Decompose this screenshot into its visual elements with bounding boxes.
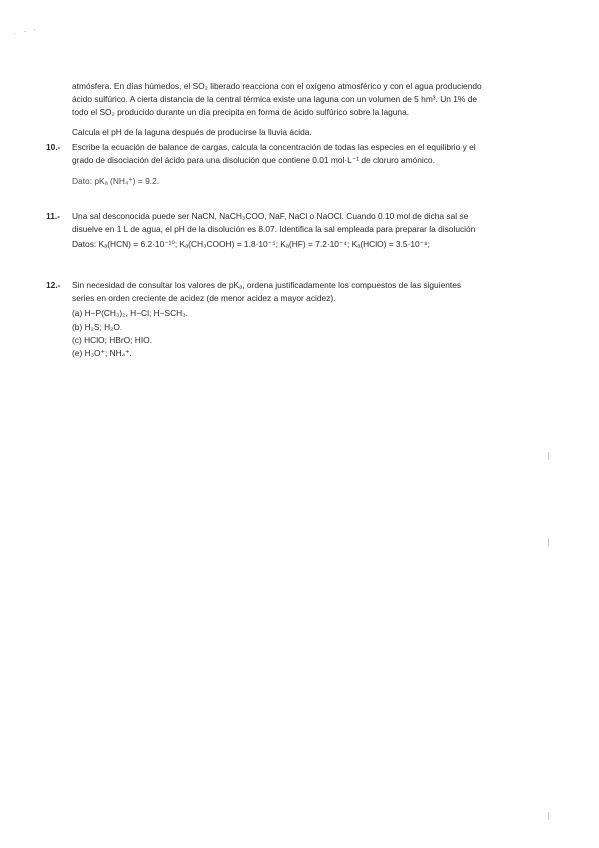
problem-12 bbox=[46, 279, 546, 360]
text-line: Una sal desconocida puede ser NaCN, NaCH₃COO, NaF, NaCl o NaOCl. Cuando 0.10 mol de dicha sal se bbox=[72, 211, 469, 221]
problem-11 bbox=[46, 210, 546, 252]
text-line: series en orden creciente de acidez (de menor acidez a mayor acidez). bbox=[72, 293, 336, 304]
text-line: disuelve en 1 L de agua, el pH de la disolución es 8.07. Identifica la sal empleada para preparar la disolución bbox=[72, 224, 476, 235]
problem-10 bbox=[46, 141, 546, 189]
text-line: todo el SO₂ producido durante un día precipita en forma de ácido sulfúrico sobre la laguna. bbox=[72, 107, 410, 118]
list-item: (c) HClO; HBrO; HIO. bbox=[72, 334, 153, 345]
scan-mark: . - ' bbox=[14, 29, 39, 36]
problem-9-continuation bbox=[72, 80, 546, 139]
problem-number: 11.- bbox=[46, 211, 60, 221]
scan-tick bbox=[548, 538, 549, 546]
problem-data: Datos: Kₐ(HCN) = 6.2·10⁻¹⁰; Kₐ(CH₃COOH) = 1.8·10⁻⁵; Kₐ(HF) = 7.2·10⁻⁴; Kₐ(HClO) = 3.5·10⁻⁸; bbox=[72, 239, 430, 250]
text-line: atmósfera. En días húmedos, el SO₂ liberado reacciona con el oxígeno atmosférico y con el agua produciendo bbox=[72, 81, 482, 91]
problem-number: 12.- bbox=[46, 280, 61, 290]
question-line: Calcula el pH de la laguna después de producirse la lluvia ácida. bbox=[72, 126, 312, 137]
list-item: (a) H−P(CH₃)₂, H−Cl; H−SCH₃. bbox=[72, 308, 188, 319]
text-line: Sin necesidad de consultar los valores de pKₐ, ordena justificadamente los compuestos de las siguientes bbox=[72, 280, 462, 290]
scan-tick bbox=[548, 812, 549, 820]
scan-tick bbox=[548, 452, 549, 460]
text-line: ácido sulfúrico. A cierta distancia de la central térmica existe una laguna con un volumen de 5 hm³. Un 1% de bbox=[72, 94, 478, 105]
list-item: (b) H₂S; H₂O. bbox=[72, 321, 123, 332]
list-item: (e) H₃O⁺; NH₄⁺. bbox=[72, 348, 132, 359]
text-line: Escribe la ecuación de balance de cargas, calcula la concentración de todas las especies en el equilibrio y el bbox=[72, 142, 476, 152]
problem-data: Dato: pKₐ (NH₄⁺) = 9.2. bbox=[72, 176, 160, 187]
problem-number: 10.- bbox=[46, 142, 61, 152]
text-line: grado de disociación del ácido para una disolución que contiene 0.01 mol·L⁻¹ de cloruro amónico. bbox=[72, 155, 435, 166]
